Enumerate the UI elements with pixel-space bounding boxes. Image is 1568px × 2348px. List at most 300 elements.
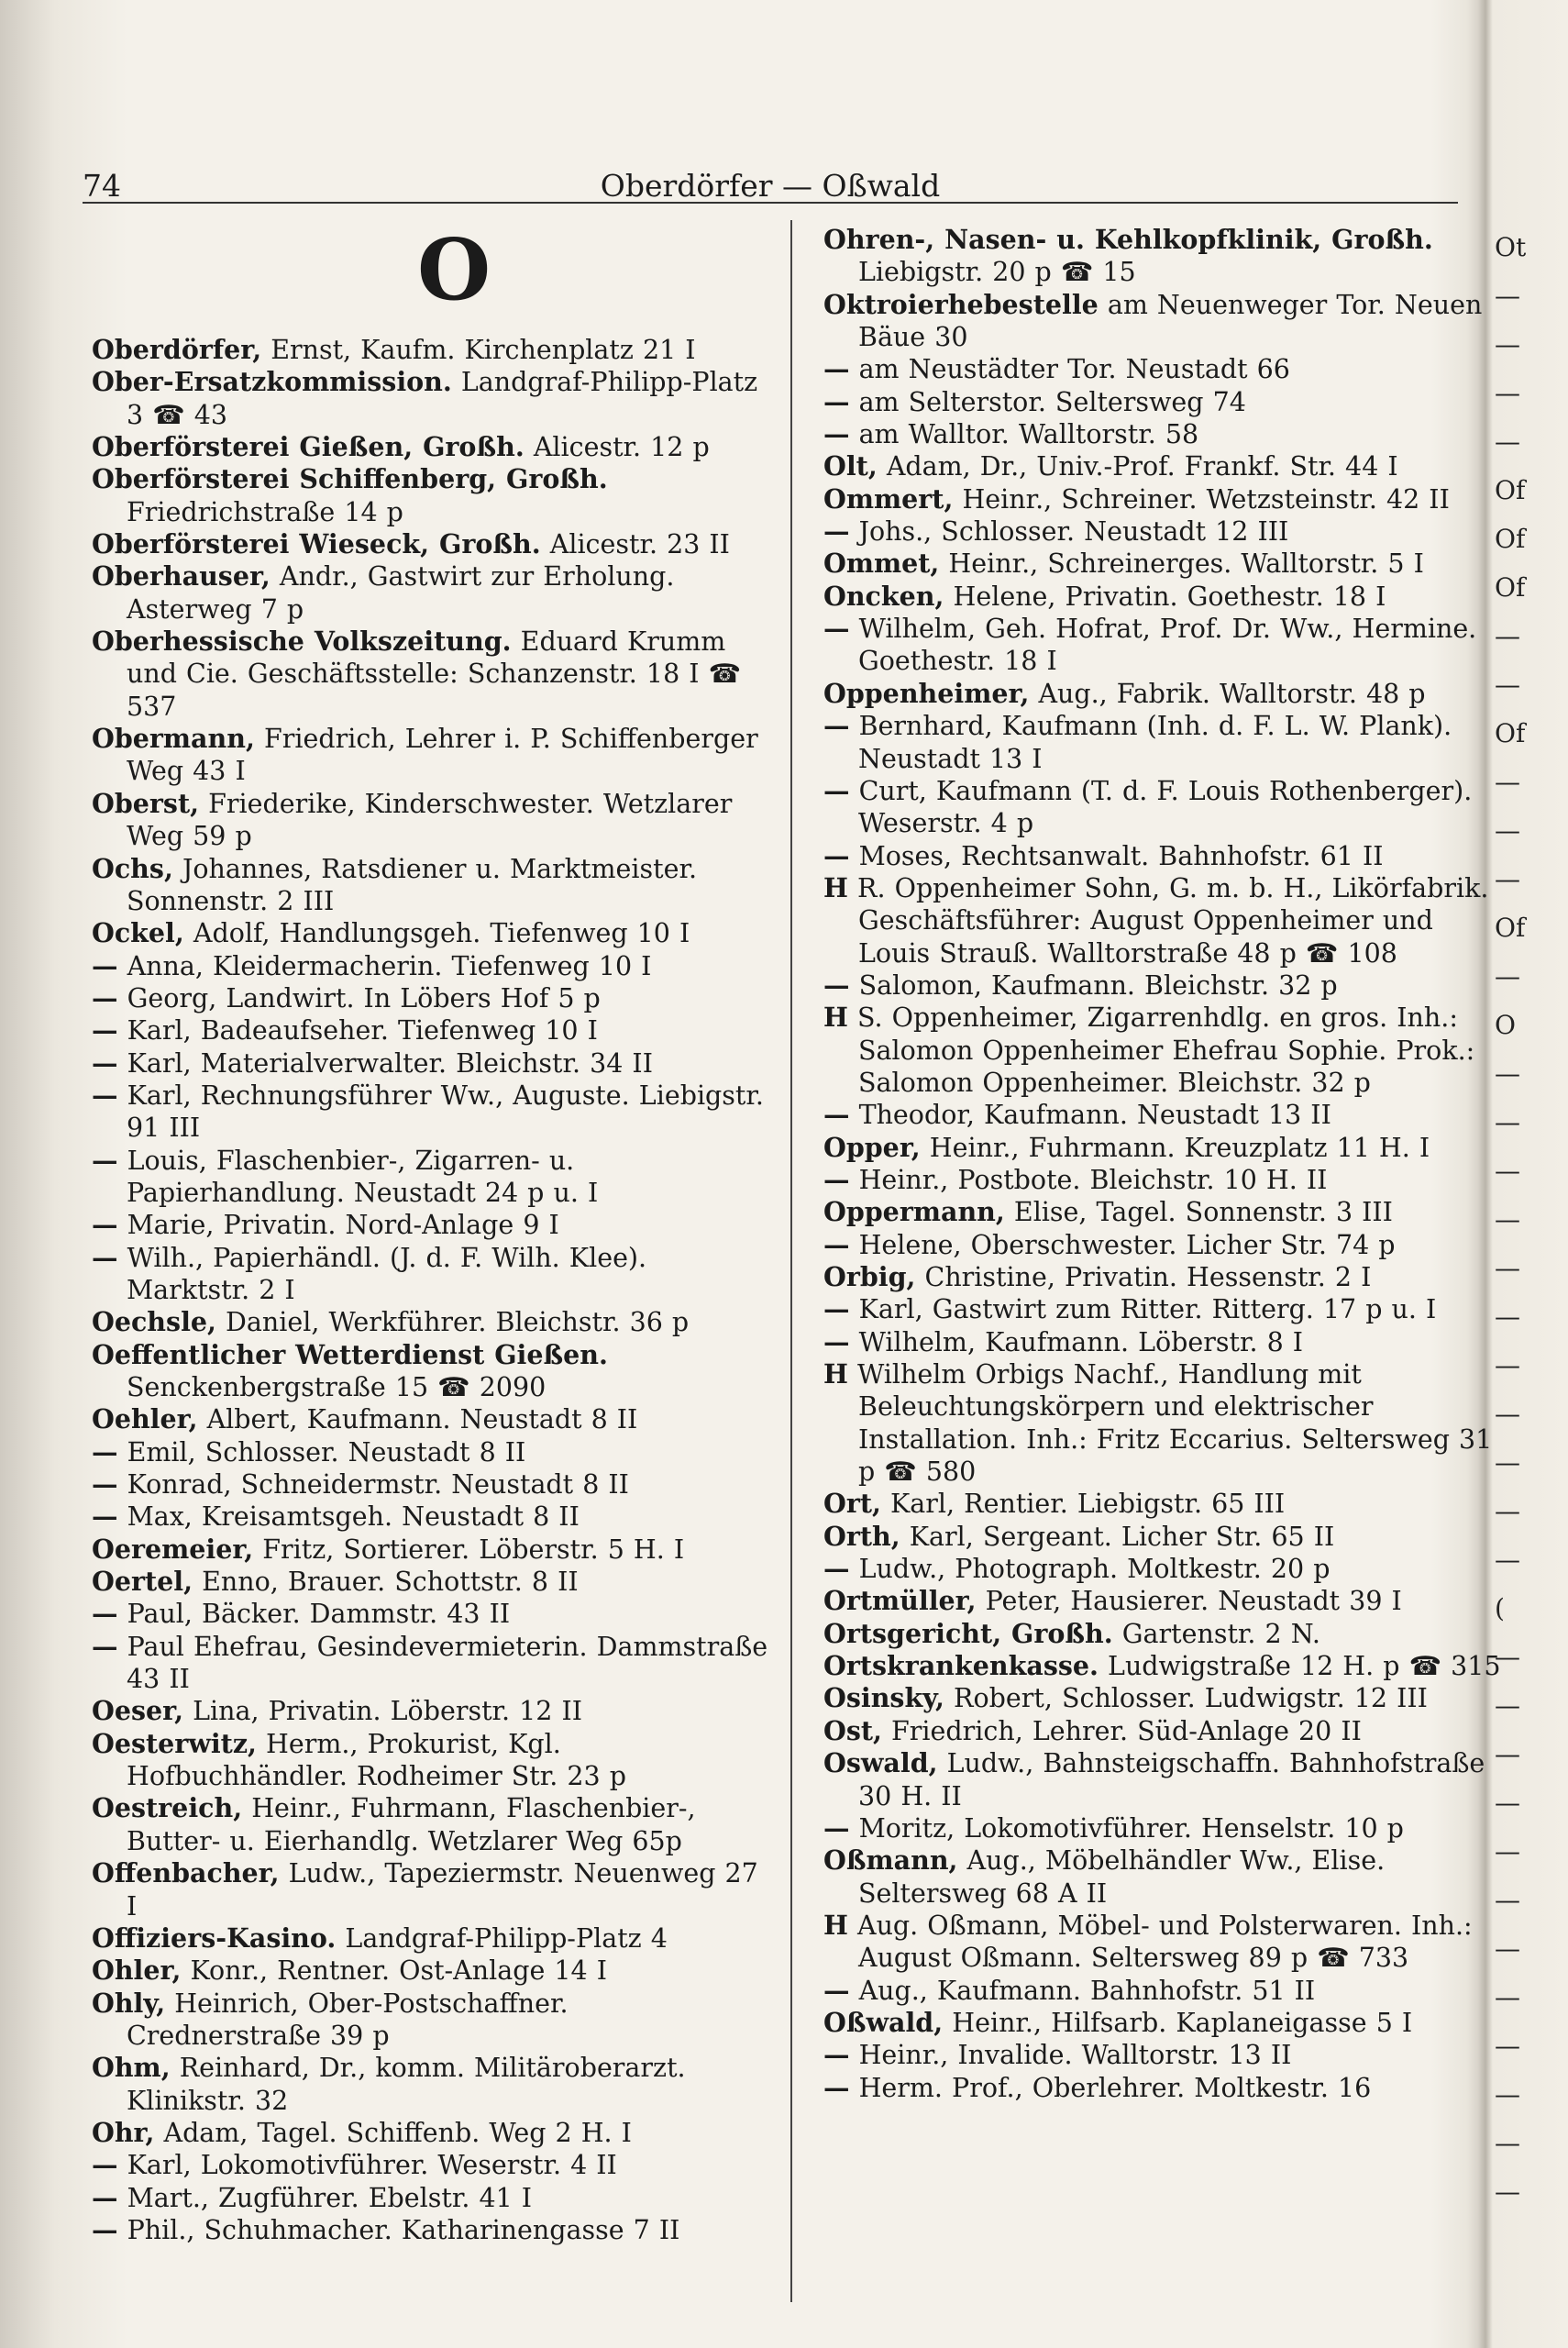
entry-details: Peter, Hausierer. Neustadt 39 I bbox=[985, 1586, 1402, 1617]
entry-details: Konr., Rentner. Ost-Anlage 14 I bbox=[190, 1955, 607, 1987]
entry-name: Oestreich, bbox=[92, 1792, 243, 1824]
entry-details: Heinr., Hilfsarb. Kaplaneigasse 5 I bbox=[952, 2007, 1413, 2038]
edge-fragment: — bbox=[1495, 2176, 1520, 2207]
entry-details: Heinr., Invalide. Walltorstr. 13 II bbox=[858, 2040, 1292, 2071]
directory-entry bbox=[92, 1501, 770, 1533]
directory-entry bbox=[823, 1975, 1502, 2007]
directory-entry bbox=[823, 1910, 1502, 1975]
entry-name: — bbox=[92, 1014, 118, 1047]
entry-details: Aug., Fabrik. Walltorstr. 48 p bbox=[1038, 678, 1426, 709]
entry-name: Osinsky, bbox=[823, 1682, 944, 1714]
directory-entry bbox=[823, 1164, 1502, 1196]
directory-entry bbox=[823, 1747, 1502, 1812]
entry-name: — bbox=[92, 1435, 118, 1468]
directory-entry bbox=[823, 2007, 1502, 2039]
entry-details: Aug. Oßmann, Möbel- und Polsterwaren. Inh.: August Oßmann. Seltersweg 89 p ☎ 733 bbox=[857, 1910, 1473, 1974]
entry-details: Louis, Flaschenbier-, Zigarren- u. Papierhandlung. Neustadt 24 p u. I bbox=[127, 1145, 599, 1208]
directory-entry bbox=[823, 2039, 1502, 2071]
directory-entry bbox=[92, 463, 770, 528]
entry-name: Ohm, bbox=[92, 2052, 171, 2084]
directory-entry bbox=[92, 334, 770, 366]
entry-details: Helene, Oberschwester. Licher Str. 74 p bbox=[858, 1229, 1396, 1260]
entry-name: H bbox=[823, 1002, 848, 1034]
entry-details: Ernst, Kaufm. Kirchenplatz 21 I bbox=[271, 335, 696, 365]
entry-details: Alicestr. 23 II bbox=[549, 529, 730, 560]
directory-entry bbox=[92, 528, 770, 560]
directory-entry bbox=[823, 2072, 1502, 2104]
entry-name: Oeffentlicher Wetterdienst Gießen. bbox=[92, 1338, 608, 1370]
entry-details: Marie, Privatin. Nord-Anlage 9 I bbox=[127, 1210, 559, 1241]
entry-details: Paul Ehefrau, Gesindevermieterin. Dammstraße 43 II bbox=[127, 1631, 768, 1695]
directory-entry bbox=[823, 1553, 1502, 1585]
edge-fragment: — bbox=[1495, 1885, 1520, 1915]
entry-details: Karl, Materialverwalter. Bleichstr. 34 II bbox=[127, 1047, 653, 1079]
edge-fragment: — bbox=[1495, 1156, 1520, 1186]
directory-entry bbox=[823, 1715, 1502, 1747]
section-letter: O bbox=[417, 220, 491, 319]
directory-entry bbox=[823, 1261, 1502, 1293]
entry-name: — bbox=[823, 1974, 850, 2006]
entry-details: Heinr., Postbote. Bleichstr. 10 H. II bbox=[858, 1164, 1328, 1195]
directory-entry bbox=[92, 788, 770, 853]
entry-name: — bbox=[823, 515, 850, 548]
entry-name: Oberförsterei Schiffenberg, Großh. bbox=[92, 463, 608, 495]
entry-name: — bbox=[823, 1553, 850, 1585]
entry-details: Adam, Tagel. Schiffenb. Weg 2 H. I bbox=[163, 2117, 632, 2148]
directory-entry bbox=[823, 1326, 1502, 1358]
directory-entry bbox=[92, 2149, 770, 2181]
entry-name: — bbox=[92, 1241, 118, 1273]
directory-entry bbox=[92, 1598, 770, 1630]
directory-entry bbox=[823, 483, 1502, 515]
edge-fragment: — bbox=[1495, 1690, 1520, 1721]
entry-details: Andr., Gastwirt zur Erholung. Asterweg 7 p bbox=[127, 561, 675, 625]
entry-name: Ohler, bbox=[92, 1955, 182, 1987]
edge-fragment: — bbox=[1495, 670, 1520, 700]
edge-fragment: — bbox=[1495, 1107, 1520, 1137]
edge-fragment: — bbox=[1495, 1058, 1520, 1089]
directory-entry bbox=[823, 386, 1502, 418]
entry-name: Oppermann, bbox=[823, 1196, 1005, 1228]
entry-name: Oberförsterei Gießen, Großh. bbox=[92, 431, 525, 463]
directory-entry bbox=[823, 450, 1502, 482]
entry-name: Offenbacher, bbox=[92, 1857, 280, 1889]
directory-entry bbox=[823, 1229, 1502, 1261]
entry-details: Heinr., Fuhrmann, Flaschenbier-, Butter- u. Eierhandlg. Wetzlarer Weg 65p bbox=[127, 1793, 696, 1856]
entry-details: Enno, Brauer. Schottstr. 8 II bbox=[202, 1567, 579, 1598]
directory-entry bbox=[823, 515, 1502, 548]
edge-fragment: — bbox=[1495, 1642, 1520, 1672]
edge-fragment: Ot bbox=[1495, 232, 1527, 262]
entry-details: Wilhelm, Geh. Hofrat, Prof. Dr. Ww., Hermine. Goethestr. 18 I bbox=[858, 614, 1477, 677]
directory-entry bbox=[823, 1618, 1502, 1650]
entry-name: Ort, bbox=[823, 1488, 881, 1520]
directory-entry bbox=[92, 1242, 770, 1307]
entry-details: Wilhelm, Kaufmann. Löberstr. 8 I bbox=[858, 1326, 1304, 1357]
entry-name: Obermann, bbox=[92, 723, 255, 755]
entry-details: Reinhard, Dr., komm. Militäroberarzt. Klinikstr. 32 bbox=[127, 2053, 686, 2116]
directory-entry bbox=[92, 1631, 770, 1696]
entry-name: Offiziers-Kasino. bbox=[92, 1922, 337, 1954]
entry-name: H bbox=[823, 871, 848, 903]
entry-name: Oberst, bbox=[92, 787, 200, 819]
entry-name: Ommert, bbox=[823, 482, 954, 515]
entry-name: — bbox=[823, 1228, 850, 1260]
directory-entry bbox=[823, 1844, 1502, 1910]
directory-entry bbox=[823, 353, 1502, 385]
entry-details: Herm., Prokurist, Kgl. Hofbuchhändler. Rodheimer Str. 23 p bbox=[127, 1728, 626, 1792]
entry-details: Helene, Privatin. Goethestr. 18 I bbox=[953, 581, 1386, 612]
edge-fragment: — bbox=[1495, 1204, 1520, 1235]
header-rule bbox=[83, 202, 1458, 204]
edge-fragment: — bbox=[1495, 815, 1520, 846]
entry-name: — bbox=[92, 2213, 118, 2245]
edge-fragment: Of bbox=[1495, 572, 1526, 603]
entry-name: — bbox=[92, 2149, 118, 2181]
entry-details: Robert, Schlosser. Ludwigstr. 12 III bbox=[954, 1683, 1428, 1714]
entry-details: Karl, Rentier. Liebigstr. 65 III bbox=[890, 1489, 1286, 1520]
directory-entry bbox=[92, 723, 770, 788]
edge-fragment: — bbox=[1495, 1399, 1520, 1429]
directory-entry bbox=[92, 1209, 770, 1241]
entry-details: S. Oppenheimer, Zigarrenhdlg. en gros. Inh.: Salomon Oppenheimer Ehefrau Sophie. Prok.: Salomon Oppenheimer. Bleichstr. 32 p bbox=[857, 1002, 1475, 1098]
edge-fragment: — bbox=[1495, 621, 1520, 651]
entry-name: Oppenheimer, bbox=[823, 677, 1030, 709]
entry-name: Ortsgericht, Großh. bbox=[823, 1617, 1113, 1649]
entry-details: Lina, Privatin. Löberstr. 12 II bbox=[193, 1696, 582, 1727]
entry-name: H bbox=[823, 1909, 848, 1941]
edge-fragment: — bbox=[1495, 1447, 1520, 1478]
entry-details: Fritz, Sortierer. Löberstr. 5 H. I bbox=[262, 1534, 685, 1565]
entry-details: Karl, Gastwirt zum Ritter. Ritterg. 17 p u. I bbox=[858, 1294, 1437, 1325]
directory-entry bbox=[823, 581, 1502, 613]
entry-details: Mart., Zugführer. Ebelstr. 41 I bbox=[127, 2182, 533, 2213]
edge-fragment: — bbox=[1495, 329, 1520, 360]
entry-name: Oberdörfer, bbox=[92, 334, 262, 365]
entry-name: — bbox=[823, 1325, 850, 1357]
edge-fragment: — bbox=[1495, 1739, 1520, 1769]
directory-entry bbox=[823, 418, 1502, 450]
entry-name: Oswald, bbox=[823, 1747, 938, 1779]
directory-entry bbox=[92, 366, 770, 431]
directory-entry bbox=[92, 560, 770, 626]
directory-entry bbox=[823, 840, 1502, 872]
entry-details: Christine, Privatin. Hessenstr. 2 I bbox=[924, 1262, 1372, 1292]
entry-name: Ortmüller, bbox=[823, 1585, 977, 1617]
entry-name: H bbox=[823, 1358, 848, 1390]
directory-entry bbox=[92, 1080, 770, 1145]
directory-entry bbox=[823, 872, 1502, 969]
entry-name: — bbox=[823, 2071, 850, 2103]
edge-fragment: Of bbox=[1495, 718, 1526, 748]
entry-name: — bbox=[823, 1163, 850, 1195]
directory-entry bbox=[823, 1358, 1502, 1488]
entry-details: Aug., Kaufmann. Bahnhofstr. 51 II bbox=[858, 1975, 1316, 2006]
entry-name: Oechsle, bbox=[92, 1306, 216, 1338]
directory-entry bbox=[92, 2214, 770, 2246]
entry-name: Oktroierhebestelle bbox=[823, 288, 1099, 320]
entry-details: Karl, Sergeant. Licher Str. 65 II bbox=[909, 1521, 1335, 1552]
entry-name: — bbox=[92, 1468, 118, 1501]
entry-name: Oberhessische Volkszeitung. bbox=[92, 626, 512, 658]
edge-fragment: — bbox=[1495, 1545, 1520, 1575]
page-number: 74 bbox=[83, 168, 121, 204]
entry-details: Gartenstr. 2 N. bbox=[1121, 1618, 1320, 1649]
directory-entry bbox=[823, 1132, 1502, 1164]
directory-entry bbox=[92, 2182, 770, 2214]
directory-entry bbox=[823, 613, 1502, 678]
entry-name: Ost, bbox=[823, 1714, 882, 1746]
edge-fragment: — bbox=[1495, 1301, 1520, 1332]
entry-details: am Neuenweger Tor. Neuen Bäue 30 bbox=[858, 289, 1483, 353]
entry-name: Ohly, bbox=[92, 1987, 166, 2019]
directory-entry bbox=[823, 969, 1502, 1002]
entry-details: Anna, Kleidermacherin. Tiefenweg 10 I bbox=[127, 950, 652, 981]
directory-entry bbox=[92, 982, 770, 1014]
directory-entry bbox=[823, 1488, 1502, 1520]
entry-name: Orth, bbox=[823, 1520, 900, 1552]
entry-details: Elise, Tagel. Sonnenstr. 3 III bbox=[1013, 1197, 1393, 1228]
directory-entry bbox=[823, 1585, 1502, 1617]
entry-details: Georg, Landwirt. In Löbers Hof 5 p bbox=[127, 982, 601, 1013]
edge-fragment: Of bbox=[1495, 913, 1526, 943]
directory-entry bbox=[92, 1468, 770, 1501]
edge-fragment: — bbox=[1495, 864, 1520, 894]
entry-details: R. Oppenheimer Sohn, G. m. b. H., Likörfabrik. Geschäftsführer: August Oppenheimer und Louis Strauß. Walltorstraße 48 p ☎ 108 bbox=[857, 872, 1489, 969]
edge-fragment: — bbox=[1495, 378, 1520, 408]
entry-details: Heinr., Fuhrmann. Kreuzplatz 11 H. I bbox=[929, 1132, 1430, 1163]
entry-name: — bbox=[92, 1047, 118, 1079]
edge-fragment: O bbox=[1495, 1010, 1516, 1040]
entry-details: Johs., Schlosser. Neustadt 12 III bbox=[858, 516, 1289, 548]
directory-entry bbox=[92, 1145, 770, 1210]
entry-name: Ommet, bbox=[823, 548, 940, 580]
entry-name: Orbig, bbox=[823, 1261, 916, 1292]
edge-fragment: Of bbox=[1495, 524, 1526, 554]
entry-details: Liebigstr. 20 p ☎ 15 bbox=[858, 257, 1136, 288]
directory-entry bbox=[823, 1682, 1502, 1714]
edge-fragment: — bbox=[1495, 961, 1520, 991]
entry-name: — bbox=[92, 1209, 118, 1241]
directory-entry bbox=[92, 950, 770, 982]
entry-name: — bbox=[823, 969, 850, 1001]
directory-entry bbox=[92, 1403, 770, 1435]
directory-entry bbox=[92, 853, 770, 918]
entry-details: Emil, Schlosser. Neustadt 8 II bbox=[127, 1436, 526, 1468]
entry-details: am Walltor. Walltorstr. 58 bbox=[858, 419, 1199, 450]
entry-details: Ludw., Bahnsteigschaffn. Bahnhofstraße 30 H. II bbox=[858, 1748, 1485, 1811]
entry-details: Moses, Rechtsanwalt. Bahnhofstr. 61 II bbox=[858, 840, 1384, 871]
entry-name: — bbox=[823, 1811, 850, 1844]
edge-fragment: — bbox=[1495, 767, 1520, 797]
entry-details: Herm. Prof., Oberlehrer. Moltkestr. 16 bbox=[858, 2072, 1372, 2103]
directory-entry bbox=[92, 2052, 770, 2117]
edge-fragment: — bbox=[1495, 1788, 1520, 1818]
right-entries bbox=[823, 224, 1502, 2104]
entry-details: Karl, Badeaufseher. Tiefenweg 10 I bbox=[127, 1015, 598, 1047]
directory-entry bbox=[823, 1650, 1502, 1682]
entry-name: — bbox=[823, 1293, 850, 1325]
directory-entry bbox=[823, 1196, 1502, 1228]
edge-fragment: — bbox=[1495, 2031, 1520, 2061]
edge-fragment: — bbox=[1495, 2079, 1520, 2110]
entry-name: Ortskrankenkasse. bbox=[823, 1650, 1099, 1682]
directory-entry bbox=[92, 1922, 770, 1955]
entry-name: Oßmann, bbox=[823, 1844, 958, 1877]
entry-details: Karl, Lokomotivführer. Weserstr. 4 II bbox=[127, 2150, 617, 2181]
entry-details: Bernhard, Kaufmann (Inh. d. F. L. W. Plank). Neustadt 13 I bbox=[858, 711, 1452, 774]
right-column bbox=[823, 224, 1502, 2104]
entry-name: Oßwald, bbox=[823, 2006, 944, 2038]
directory-entry bbox=[823, 224, 1502, 289]
directory-entry bbox=[92, 1534, 770, 1566]
directory-entry bbox=[823, 1812, 1502, 1844]
entry-details: Salomon, Kaufmann. Bleichstr. 32 p bbox=[858, 969, 1338, 1001]
entry-name: — bbox=[92, 1501, 118, 1533]
directory-entry bbox=[92, 1339, 770, 1404]
entry-details: Max, Kreisamtsgeh. Neustadt 8 II bbox=[127, 1501, 580, 1533]
edge-fragment: — bbox=[1495, 1982, 1520, 2012]
entry-name: Ockel, bbox=[92, 917, 184, 949]
entry-name: — bbox=[823, 353, 850, 385]
directory-entry bbox=[92, 626, 770, 723]
entry-details: Landgraf-Philipp-Platz 4 bbox=[345, 1922, 668, 1954]
entry-details: Karl, Rechnungsführer Ww., Auguste. Liebigstr. 91 III bbox=[127, 1080, 764, 1144]
entry-details: Aug., Möbelhändler Ww., Elise. Seltersweg 68 A II bbox=[858, 1845, 1386, 1909]
left-entries bbox=[92, 334, 770, 2246]
entry-name: — bbox=[823, 385, 850, 417]
entry-details: am Neustädter Tor. Neustadt 66 bbox=[858, 354, 1290, 385]
entry-name: — bbox=[92, 1079, 118, 1111]
directory-entry bbox=[823, 678, 1502, 710]
directory-entry bbox=[823, 289, 1502, 354]
entry-name: — bbox=[823, 710, 850, 742]
directory-entry bbox=[92, 1988, 770, 2053]
directory-entry bbox=[823, 775, 1502, 840]
entry-details: Alicestr. 12 p bbox=[533, 432, 710, 463]
entry-details: Phil., Schuhmacher. Katharinengasse 7 II bbox=[127, 2214, 680, 2245]
entry-details: Konrad, Schneidermstr. Neustadt 8 II bbox=[127, 1469, 629, 1501]
directory-entry bbox=[92, 2117, 770, 2149]
entry-details: Wilh., Papierhändl. (J. d. F. Wilh. Klee). Marktstr. 2 I bbox=[127, 1242, 647, 1305]
entry-details: Ludw., Photograph. Moltkestr. 20 p bbox=[858, 1554, 1331, 1585]
edge-fragment: — bbox=[1495, 1496, 1520, 1526]
directory-entry bbox=[823, 1002, 1502, 1099]
entry-details: Curt, Kaufmann (T. d. F. Louis Rothenberger). Weserstr. 4 p bbox=[858, 775, 1473, 839]
entry-name: — bbox=[92, 2181, 118, 2213]
entry-name: Oertel, bbox=[92, 1566, 193, 1598]
entry-details: Landgraf-Philipp-Platz 3 ☎ 43 bbox=[127, 367, 758, 430]
entry-details: Heinr., Schreiner. Wetzsteinstr. 42 II bbox=[962, 483, 1450, 515]
column-divider bbox=[790, 220, 792, 2302]
directory-entry bbox=[92, 917, 770, 949]
entry-name: — bbox=[823, 418, 850, 450]
entry-details: Wilhelm Orbigs Nachf., Handlung mit Beleuchtungskörpern und elektrischer Installation. Inh.: Fritz Eccarius. Seltersweg 31 p ☎ 580 bbox=[857, 1359, 1493, 1488]
entry-name: — bbox=[92, 981, 118, 1013]
entry-name: Ohren-, Nasen- u. Kehlkopfklinik, Großh. bbox=[823, 224, 1433, 255]
entry-details: am Selterstor. Seltersweg 74 bbox=[858, 386, 1246, 417]
entry-name: Oncken, bbox=[823, 580, 944, 612]
edge-fragment: — bbox=[1495, 1836, 1520, 1866]
entry-name: Ochs, bbox=[92, 852, 173, 884]
directory-entry bbox=[92, 1792, 770, 1857]
entry-details: Heinrich, Ober-Postschaffner. Crednerstraße 39 p bbox=[127, 1988, 569, 2051]
entry-name: Oeser, bbox=[92, 1695, 184, 1727]
directory-entry bbox=[92, 1014, 770, 1047]
entry-details: Ludwigstraße 12 H. p ☎ 315 bbox=[1108, 1651, 1501, 1682]
directory-entry bbox=[823, 1099, 1502, 1131]
directory-entry bbox=[92, 1728, 770, 1793]
entry-name: — bbox=[823, 774, 850, 806]
entry-name: Oeremeier, bbox=[92, 1533, 254, 1565]
entry-details: Daniel, Werkführer. Bleichstr. 36 p bbox=[226, 1307, 690, 1338]
directory-entry bbox=[92, 1306, 770, 1338]
directory-entry bbox=[823, 1521, 1502, 1553]
directory-entry bbox=[92, 1955, 770, 1987]
directory-entry bbox=[92, 1695, 770, 1727]
directory-entry bbox=[92, 431, 770, 463]
entry-name: Ohr, bbox=[92, 2116, 155, 2148]
edge-fragment: — bbox=[1495, 2128, 1520, 2158]
edge-fragment: — bbox=[1495, 1933, 1520, 1964]
entry-name: Oberhauser, bbox=[92, 560, 271, 593]
left-column bbox=[92, 220, 770, 2246]
entry-name: — bbox=[823, 839, 850, 871]
entry-details: Eduard Krumm und Cie. Geschäftsstelle: Schanzenstr. 18 I ☎ 537 bbox=[127, 626, 742, 722]
directory-entry bbox=[823, 1293, 1502, 1325]
entry-name: — bbox=[92, 1598, 118, 1630]
entry-details: Albert, Kaufmann. Neustadt 8 II bbox=[206, 1404, 638, 1435]
entry-name: Opper, bbox=[823, 1131, 921, 1163]
entry-name: Olt, bbox=[823, 450, 878, 482]
running-head: Oberdörfer — Oßwald bbox=[600, 168, 941, 204]
entry-name: — bbox=[823, 613, 850, 645]
adjacent-page-edge bbox=[1487, 224, 1566, 2333]
directory-entry bbox=[92, 1857, 770, 1922]
entry-details: Theodor, Kaufmann. Neustadt 13 II bbox=[858, 1100, 1331, 1131]
directory-entry bbox=[823, 548, 1502, 580]
entry-details: Moritz, Lokomotivführer. Henselstr. 10 p bbox=[858, 1812, 1404, 1844]
entry-details: Heinr., Schreinerges. Walltorstr. 5 I bbox=[948, 548, 1424, 580]
entry-name: Ober-Ersatzkommission. bbox=[92, 366, 452, 398]
entry-details: Friedrich, Lehrer i. P. Schiffenberger Weg 43 I bbox=[127, 724, 758, 787]
edge-fragment: — bbox=[1495, 1253, 1520, 1283]
entry-details: Adolf, Handlungsgeh. Tiefenweg 10 I bbox=[193, 918, 690, 949]
entry-details: Senckenbergstraße 15 ☎ 2090 bbox=[127, 1372, 547, 1402]
entry-name: Oesterwitz, bbox=[92, 1727, 257, 1759]
directory-entry bbox=[823, 710, 1502, 775]
entry-name: — bbox=[92, 949, 118, 981]
entry-name: Oberförsterei Wieseck, Großh. bbox=[92, 528, 541, 560]
edge-fragment: Of bbox=[1495, 475, 1526, 505]
edge-fragment: ( bbox=[1495, 1593, 1505, 1623]
edge-fragment: — bbox=[1495, 1350, 1520, 1380]
entry-details: Johannes, Ratsdiener u. Marktmeister. Sonnenstr. 2 III bbox=[127, 853, 697, 916]
entry-name: — bbox=[823, 2039, 850, 2071]
entry-details: Friedrich, Lehrer. Süd-Anlage 20 II bbox=[891, 1715, 1362, 1746]
edge-fragment: — bbox=[1495, 281, 1520, 311]
entry-details: Ludw., Tapeziermstr. Neuenweg 27 I bbox=[127, 1858, 758, 1922]
entry-details: Friederike, Kinderschwester. Wetzlarer Weg 59 p bbox=[127, 788, 733, 852]
entry-details: Paul, Bäcker. Dammstr. 43 II bbox=[127, 1599, 511, 1630]
directory-entry bbox=[92, 1047, 770, 1080]
entry-name: Oehler, bbox=[92, 1403, 198, 1435]
directory-entry bbox=[92, 1436, 770, 1468]
entry-details: Adam, Dr., Univ.-Prof. Frankf. Str. 44 I bbox=[886, 451, 1398, 482]
directory-entry bbox=[92, 1566, 770, 1598]
entry-name: — bbox=[92, 1630, 118, 1662]
entry-details: Friedrichstraße 14 p bbox=[127, 496, 403, 527]
